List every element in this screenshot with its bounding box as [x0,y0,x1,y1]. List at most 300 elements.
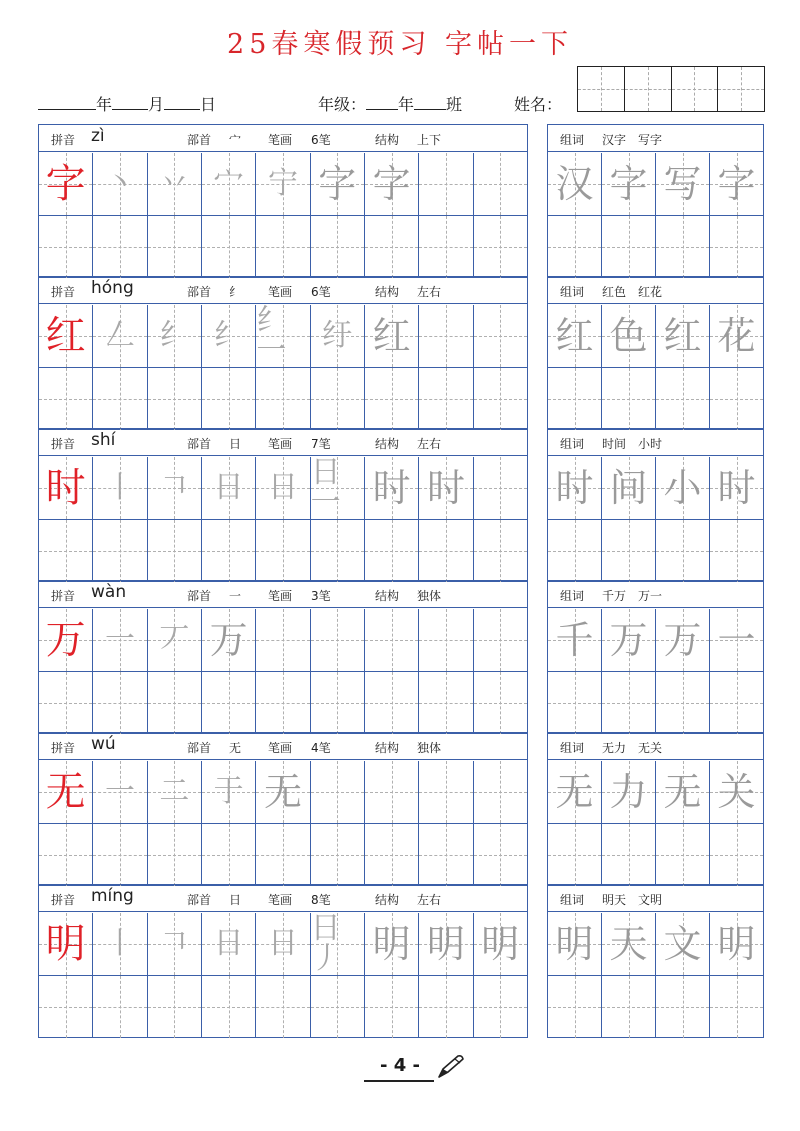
grid-cell[interactable] [311,609,365,671]
grid-cell[interactable] [93,672,147,734]
grid-cell[interactable] [365,305,419,367]
grid-cell[interactable] [365,457,419,519]
pinyin-label: 拼音 [51,437,76,451]
word-practice-block [547,580,764,734]
grid-cell[interactable] [419,305,473,367]
grid-cell[interactable] [311,153,365,215]
grid-cell[interactable] [256,457,310,519]
grid-cell[interactable] [656,457,710,519]
structure-value: 左右 [417,285,442,299]
grid-cell[interactable] [365,824,419,886]
grid-cell[interactable] [602,761,656,823]
pinyin-value: hóng [91,278,134,298]
grid-cell[interactable] [93,216,147,278]
grid-cell[interactable] [419,153,473,215]
word-character: 红 [663,314,702,358]
grid-cell[interactable] [548,153,602,215]
stroke-step: 字 [318,162,357,206]
grid-cell[interactable] [202,368,256,430]
stroke-step: 于 [213,774,244,809]
name-cell[interactable] [672,67,719,111]
grid-cell[interactable] [39,761,93,823]
grid-cell[interactable] [710,216,763,278]
grid-cell[interactable] [202,761,256,823]
stroke-step: 日 [213,926,244,961]
grid-cell[interactable] [656,216,710,278]
grid-cell[interactable] [365,976,419,1038]
structure-value: 左右 [417,893,442,907]
blank-row [39,216,527,278]
words-value: 明天 文明 [602,893,663,907]
grid-cell[interactable] [710,305,763,367]
grid-cell[interactable] [548,368,602,430]
page-title: 25春寒假预习 字帖一下 [227,29,573,60]
word-trace-row [548,153,763,216]
grid-cell[interactable] [365,609,419,671]
grid-cell[interactable] [419,216,473,278]
word-character: 写 [663,162,702,206]
grid-cell[interactable] [548,520,602,582]
blank-row [39,672,527,734]
word-blank-row [548,976,763,1038]
grid-cell[interactable] [148,824,202,886]
word-blank-row [548,672,763,734]
trace-row [39,305,527,368]
word-grid [548,457,763,581]
words-value: 红色 红花 [602,285,663,299]
grid-cell[interactable] [656,672,710,734]
grid-cell[interactable] [710,368,763,430]
grade-label: 年级： [318,95,367,114]
char-practice-block [38,732,528,886]
grid-cell[interactable] [202,672,256,734]
grid-cell[interactable] [602,305,656,367]
writing-grid [39,457,527,581]
word-blank-row [548,824,763,886]
year-blank[interactable] [38,95,96,110]
grid-cell[interactable] [419,824,473,886]
char-info-header [39,125,527,152]
grid-cell[interactable] [474,824,527,886]
trace-row [39,913,527,976]
stroke-step: 一 [104,774,135,809]
writing-grid [39,305,527,429]
strokes-label: 笔画 [268,589,293,603]
grid-cell[interactable] [474,761,527,823]
word-grid [548,153,763,277]
grid-cell[interactable] [419,976,473,1038]
grid-cell[interactable] [656,520,710,582]
word-character: 万 [609,618,648,662]
grid-cell[interactable] [602,824,656,886]
strokes-value: 6笔 [311,133,331,147]
words-value: 无力 无关 [602,741,663,755]
stroke-step: 无 [263,770,302,814]
grid-cell[interactable] [39,153,93,215]
word-trace-row [548,457,763,520]
char-practice-block [38,276,528,430]
grid-cell[interactable] [39,520,93,582]
date-line [38,92,216,115]
stroke-step: 丆 [159,622,190,657]
grid-cell[interactable] [548,672,602,734]
grid-cell[interactable] [419,520,473,582]
radical-label: 部首 [187,893,212,907]
radical-value: 日 [229,437,242,451]
grid-cell[interactable] [419,368,473,430]
radical-value: 一 [229,589,242,603]
stroke-step: 日 [213,470,244,505]
grid-cell[interactable] [202,824,256,886]
grid-cell[interactable] [419,672,473,734]
grid-cell[interactable] [93,457,147,519]
writing-grid [39,609,527,733]
strokes-value: 6笔 [311,285,331,299]
stroke-step: 宁 [267,166,298,201]
grid-cell[interactable] [93,153,147,215]
words-label: 组词 [560,741,585,755]
grid-cell[interactable] [602,216,656,278]
grid-cell[interactable] [148,153,202,215]
grid-cell[interactable] [710,609,763,671]
grid-cell[interactable] [39,824,93,886]
grid-cell[interactable] [148,609,202,671]
grid-cell[interactable] [419,457,473,519]
grid-cell[interactable] [710,761,763,823]
words-header [548,733,763,760]
grid-cell[interactable] [474,672,527,734]
stroke-step: 丷 [159,166,190,201]
word-character: 明 [717,922,756,966]
strokes-label: 笔画 [268,893,293,907]
trace-row [39,761,527,824]
grid-cell[interactable] [474,368,527,430]
pinyin-value: zì [91,126,105,146]
day-blank[interactable] [164,95,200,110]
stroke-step: 𠃍 [159,926,190,961]
grid-cell[interactable] [256,216,310,278]
radical-value: 宀 [229,133,242,147]
grid-cell[interactable] [474,913,527,975]
grid-cell[interactable] [256,913,310,975]
grid-cell[interactable] [419,609,473,671]
pen-icon [436,1054,466,1080]
grid-cell[interactable] [148,216,202,278]
grid-cell[interactable] [311,761,365,823]
radical-label: 部首 [187,741,212,755]
pinyin-value: wú [91,734,116,754]
grid-cell[interactable] [548,305,602,367]
grid-cell[interactable] [202,305,256,367]
grid-cell[interactable] [419,913,473,975]
grid-cell[interactable] [602,520,656,582]
grid-cell[interactable] [710,672,763,734]
radical-value: 日 [229,893,242,907]
grid-cell[interactable] [202,153,256,215]
grid-cell[interactable] [39,672,93,734]
pinyin-label: 拼音 [51,133,76,147]
grid-cell[interactable] [602,609,656,671]
grid-cell[interactable] [656,976,710,1038]
grid-cell[interactable] [202,609,256,671]
grid-cell[interactable] [365,153,419,215]
grid-cell[interactable] [602,153,656,215]
char-info-header [39,733,527,760]
words-header [548,581,763,608]
grid-cell[interactable] [256,153,310,215]
grid-cell[interactable] [548,609,602,671]
word-practice-block [547,884,764,1038]
grid-cell[interactable] [710,520,763,582]
word-trace-row [548,609,763,672]
grid-cell[interactable] [39,305,93,367]
grid-cell[interactable] [202,913,256,975]
grid-cell[interactable] [148,761,202,823]
words-value: 千万 万一 [602,589,663,603]
radical-label: 部首 [187,437,212,451]
grid-cell[interactable] [365,672,419,734]
grid-cell[interactable] [474,216,527,278]
words-header [548,277,763,304]
words-value: 时间 小时 [602,437,663,451]
pinyin-label: 拼音 [51,893,76,907]
char-practice-block [38,428,528,582]
grid-cell[interactable] [656,609,710,671]
stroke-step: 明 [372,922,411,966]
grid-cell[interactable] [474,520,527,582]
grid-cell[interactable] [602,368,656,430]
grid-cell[interactable] [656,761,710,823]
grid-cell[interactable] [474,976,527,1038]
grid-cell[interactable] [710,913,763,975]
strokes-label: 笔画 [268,437,293,451]
grid-cell[interactable] [656,368,710,430]
grid-cell[interactable] [202,216,256,278]
writing-grid [39,913,527,1037]
word-trace-row [548,913,763,976]
grid-cell[interactable] [365,520,419,582]
grid-cell[interactable] [311,216,365,278]
grid-cell[interactable] [93,305,147,367]
word-blank-row [548,368,763,430]
word-character: 小 [663,466,702,510]
word-character: 无 [663,770,702,814]
word-character: 无 [555,770,594,814]
words-value: 汉字 写字 [602,133,663,147]
grid-cell[interactable] [710,153,763,215]
grid-cell[interactable] [474,305,527,367]
grid-cell[interactable] [39,913,93,975]
grid-cell[interactable] [365,761,419,823]
grid-cell[interactable] [256,609,310,671]
grid-cell[interactable] [93,520,147,582]
name-cell[interactable] [625,67,672,111]
model-character: 时 [45,465,86,511]
pinyin-value: míng [91,886,134,906]
grid-cell[interactable] [256,520,310,582]
grid-cell[interactable] [256,368,310,430]
word-character: 力 [609,770,648,814]
grid-cell[interactable] [148,913,202,975]
structure-value: 左右 [417,437,442,451]
grid-cell[interactable] [148,672,202,734]
grid-cell[interactable] [93,913,147,975]
model-character: 无 [45,769,86,815]
blank-row [39,976,527,1038]
grid-cell[interactable] [602,913,656,975]
structure-value: 独体 [417,741,442,755]
word-practice-block [547,428,764,582]
name-box[interactable] [577,66,765,112]
grid-cell[interactable] [93,976,147,1038]
grid-cell[interactable] [202,520,256,582]
stroke-step: 纡 [322,318,353,353]
grid-cell[interactable] [93,761,147,823]
word-blank-row [548,216,763,278]
word-character: 文 [663,922,702,966]
stroke-step: 时 [426,466,465,510]
grid-cell[interactable] [39,368,93,430]
grade-blank[interactable] [366,95,398,110]
trace-row [39,609,527,672]
stroke-step: 一 [104,622,135,657]
grid-cell[interactable] [148,305,202,367]
grid-cell[interactable] [256,305,310,367]
grid-cell[interactable] [148,457,202,519]
grid-cell[interactable] [39,457,93,519]
grid-cell[interactable] [148,976,202,1038]
word-grid [548,761,763,885]
grid-cell[interactable] [548,761,602,823]
trace-row [39,153,527,216]
stroke-step: 日 [267,926,298,961]
grid-cell[interactable] [365,913,419,975]
grid-cell[interactable] [148,520,202,582]
stroke-step: 𠃋 [104,318,135,353]
word-character: 色 [609,314,648,358]
stroke-step: 丨 [104,470,135,505]
grid-cell[interactable] [148,368,202,430]
grid-cell[interactable] [311,457,365,519]
grid-cell[interactable] [474,153,527,215]
grid-cell[interactable] [602,672,656,734]
grid-cell[interactable] [710,976,763,1038]
char-info-header [39,429,527,456]
strokes-value: 8笔 [311,893,331,907]
grid-cell[interactable] [311,368,365,430]
grid-cell[interactable] [311,824,365,886]
grid-cell[interactable] [602,976,656,1038]
grid-cell[interactable] [202,976,256,1038]
grid-cell[interactable] [365,216,419,278]
grid-cell[interactable] [39,976,93,1038]
words-label: 组词 [560,437,585,451]
char-info-header [39,277,527,304]
grid-cell[interactable] [474,609,527,671]
grid-cell[interactable] [548,216,602,278]
grid-cell[interactable] [419,761,473,823]
writing-grid [39,761,527,885]
grid-cell[interactable] [311,913,365,975]
radical-label: 部首 [187,285,212,299]
class-blank[interactable] [414,95,446,110]
grid-cell[interactable] [656,305,710,367]
grid-cell[interactable] [548,976,602,1038]
strokes-value: 4笔 [311,741,331,755]
grid-cell[interactable] [93,368,147,430]
stroke-step: 日丿 [310,911,341,976]
grid-cell[interactable] [710,457,763,519]
stroke-step: 丶 [104,166,135,201]
structure-label: 结构 [375,285,400,299]
trace-row [39,457,527,520]
word-character: 万 [663,618,702,662]
word-character: 千 [555,618,594,662]
strokes-value: 7笔 [311,437,331,451]
grid-cell[interactable] [656,913,710,975]
word-trace-row [548,305,763,368]
pinyin-label: 拼音 [51,741,76,755]
grid-cell[interactable] [710,824,763,886]
structure-value: 独体 [417,589,442,603]
grid-cell[interactable] [311,305,365,367]
page-number: - 4 - [380,1055,420,1076]
name-cell[interactable] [718,67,764,111]
grid-cell[interactable] [256,672,310,734]
strokes-label: 笔画 [268,133,293,147]
grid-cell[interactable] [93,824,147,886]
month-blank[interactable] [112,95,148,110]
grid-cell[interactable] [256,976,310,1038]
grid-cell[interactable] [548,824,602,886]
structure-label: 结构 [375,437,400,451]
day-label: 日 [200,95,217,114]
stroke-step: 明 [481,922,520,966]
grid-cell[interactable] [474,457,527,519]
grid-cell[interactable] [93,609,147,671]
strokes-value: 3笔 [311,589,331,603]
word-practice-block [547,124,764,278]
word-practice-block [547,732,764,886]
word-character: 间 [609,466,648,510]
grid-cell[interactable] [311,672,365,734]
name-label: 姓名： [514,95,563,114]
words-label: 组词 [560,285,585,299]
grid-cell[interactable] [39,609,93,671]
grid-cell[interactable] [311,520,365,582]
stroke-step: 日一 [310,455,341,520]
grid-cell[interactable] [548,913,602,975]
grid-cell[interactable] [311,976,365,1038]
word-blank-row [548,520,763,582]
stroke-step: 纟一 [256,303,287,368]
grid-cell[interactable] [365,368,419,430]
grid-cell[interactable] [39,216,93,278]
grid-cell[interactable] [548,457,602,519]
grid-cell[interactable] [602,457,656,519]
grid-cell[interactable] [256,824,310,886]
stroke-step: 宀 [213,166,244,201]
model-character: 明 [45,921,86,967]
grid-cell[interactable] [656,824,710,886]
name-cell[interactable] [578,67,625,111]
radical-label: 部首 [187,133,212,147]
grid-cell[interactable] [256,761,310,823]
word-character: 字 [609,162,648,206]
char-info-header [39,581,527,608]
grid-cell[interactable] [656,153,710,215]
grid-cell[interactable] [202,457,256,519]
